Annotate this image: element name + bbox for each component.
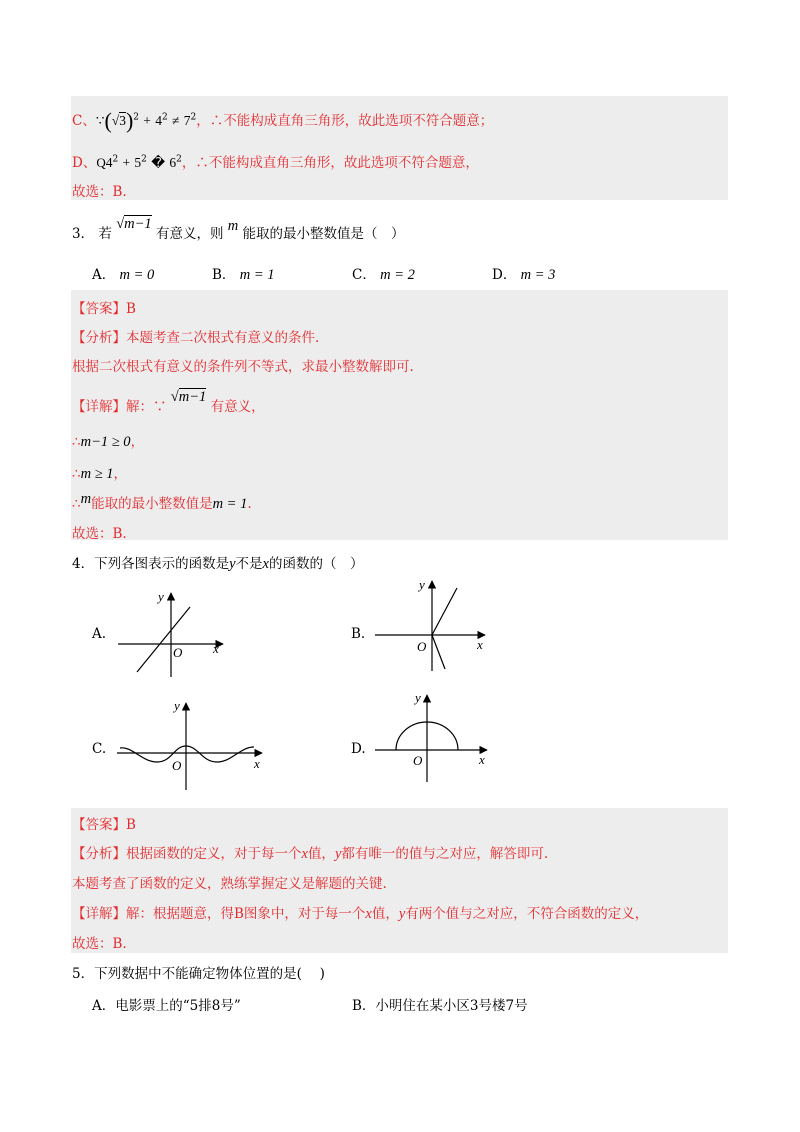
- upper-ray: [432, 588, 457, 635]
- x-label: x: [213, 641, 219, 656]
- q3-choice: 故选：B.: [72, 526, 127, 542]
- q4-graph-b-label: B.: [351, 626, 366, 642]
- q4-graph-d: [372, 690, 497, 785]
- origin-label: O: [172, 758, 182, 773]
- origin-label: O: [417, 639, 427, 654]
- q3-analysis-2: 根据二次根式有意义的条件列不等式，求最小整数解即可.: [72, 359, 414, 375]
- q3-step-1: ∴m−1 ≥ 0，: [72, 434, 145, 450]
- q4-answer: 【答案】B: [72, 817, 136, 833]
- y-label: y: [415, 690, 421, 705]
- q3-analysis: 【分析】本题考查二次根式有意义的条件.: [72, 330, 320, 346]
- q3-option-a: A． m = 0: [92, 267, 155, 283]
- q5-option-b: B．小明住在某小区3号楼7号: [352, 998, 528, 1014]
- lower-ray: [432, 635, 445, 669]
- x-label: x: [477, 637, 483, 652]
- q5-stem: 5．下列数据中不能确定物体位置的是( ): [72, 966, 325, 982]
- q4-graph-c-label: C.: [92, 741, 107, 757]
- x-label: x: [254, 756, 260, 771]
- q4-stem: 4．下列各图表示的函数是y不是x的函数的（ ）: [72, 556, 364, 572]
- x-label: x: [479, 752, 485, 767]
- q4-graph-d-label: D.: [351, 741, 366, 757]
- q3-answer: 【答案】B: [72, 301, 136, 317]
- q3-detail: 【详解】解：∵ √m−1 有意义，: [72, 389, 265, 415]
- q4-analysis-2: 本题考查了函数的定义，熟练掌握定义是解题的关键.: [72, 876, 387, 892]
- q2-option-d: D、$Q4^2 + 5^2$ � $6^2$，∴不能构成直角三角形，故此选项不符合题意，: [72, 154, 479, 171]
- q5-option-a: A．电影票上的“5排8号”: [92, 998, 241, 1014]
- y-label: y: [174, 698, 180, 713]
- q3-option-b: B． m = 1: [212, 267, 275, 283]
- y-label: y: [158, 589, 164, 604]
- q3-option-c: C． m = 2: [352, 267, 415, 283]
- q2-choice: 故选：B.: [72, 184, 127, 200]
- origin-label: O: [413, 753, 423, 768]
- wave-curve: [120, 746, 254, 762]
- q4-graph-c: [112, 695, 272, 795]
- y-label: y: [419, 577, 425, 592]
- origin-label: O: [173, 645, 183, 660]
- q3-step-3: ∴m能取的最小整数值是m = 1.: [72, 491, 252, 512]
- q4-graph-a-label: A.: [92, 626, 107, 642]
- q4-choice: 故选：B.: [72, 936, 127, 952]
- q3-stem: 3． 若 √m−1 有意义，则 m 能取的最小整数值是（ ）: [72, 216, 405, 242]
- q3-option-d: D． m = 3: [492, 267, 556, 283]
- q2-option-c: C、$\because(√3)^2 + 4^2 \ne 7^2$，∴不能构成直角三角形，故此选项不符合题意；: [72, 108, 494, 133]
- q4-graph-a: [110, 585, 240, 680]
- function-line: [137, 607, 190, 672]
- q4-graph-b: [372, 573, 497, 683]
- q4-detail: 【详解】解：根据题意，得B图象中，对于每一个x值，y有两个值与之对应，不符合函数的定义，: [72, 906, 649, 922]
- q3-step-2: ∴m ≥ 1，: [72, 466, 128, 482]
- q4-analysis: 【分析】根据函数的定义，对于每一个x值，y都有唯一的值与之对应，解答即可.: [72, 846, 549, 862]
